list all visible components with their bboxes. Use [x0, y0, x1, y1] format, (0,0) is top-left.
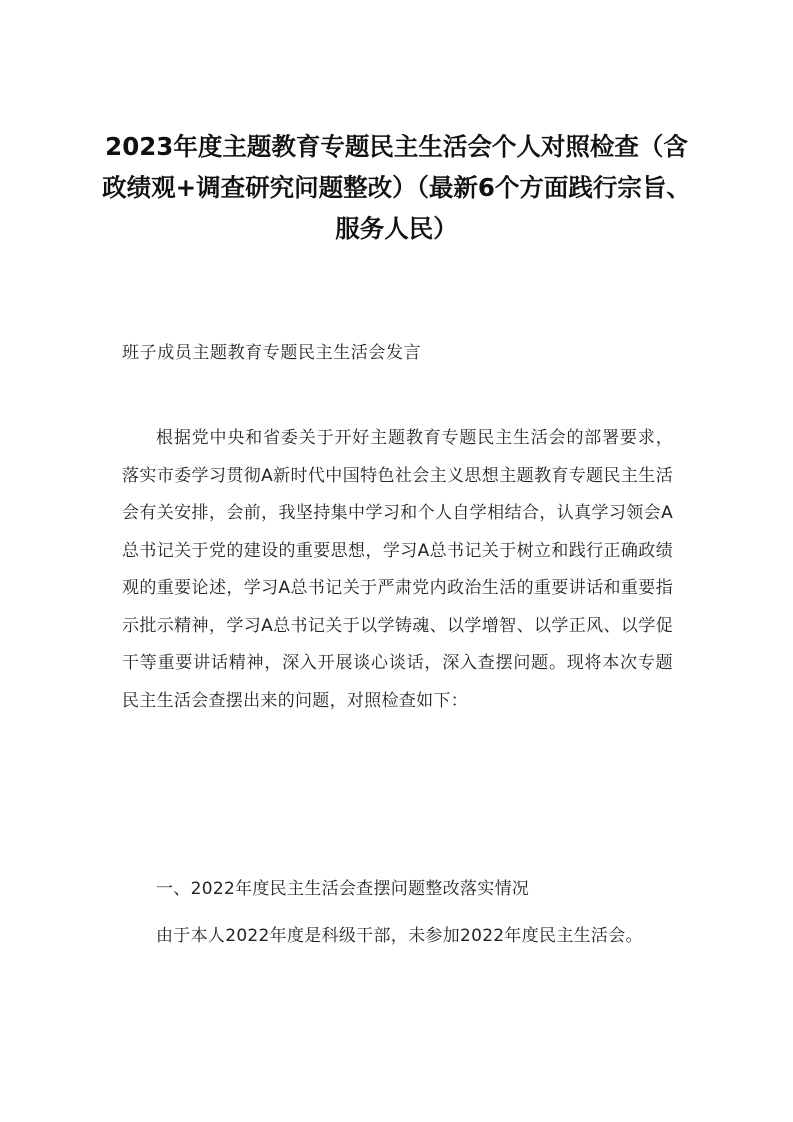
document-title: 2023年度主题教育专题民主生活会个人对照检查（含政绩观+调查研究问题整改）（最新6个方面践行宗旨、服务人民） — [102, 132, 691, 243]
section-heading: 一、2022年度民主生活会查摆问题整改落实情况 — [156, 879, 530, 899]
document-subtitle: 班子成员主题教育专题民主生活会发言 — [122, 343, 422, 363]
section-paragraph: 由于本人2022年度是科级干部，未参加2022年度民主生活会。 — [156, 926, 643, 946]
intro-paragraph: 根据党中央和省委关于开好主题教育专题民主生活会的部署要求，落实市委学习贯彻A新时代中国特色社会主义思想主题教育专题民主生活会有关安排，会前，我坚持集中学习和个人自学相结合，认真学习领会A总书记关于党的建设的重要思想，学习A总书记关于树立和践行正确政绩观的重要论述，学习A总书记关于严肃党内政治生活的重要讲话和重要指示批示精神，学习A总书记关于以学铸魂、以学增智、以学正风、以学促干等重要讲话精神，深入开展谈心谈话，深入查摆问题。现将本次专题民主生活会查摆出来的问题，对照检查如下： — [122, 428, 673, 711]
